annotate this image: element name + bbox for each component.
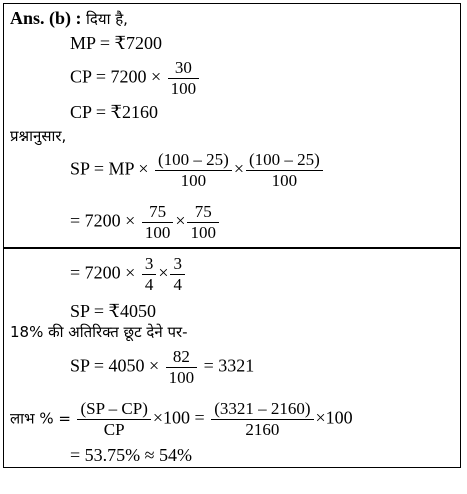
times-sign: × — [175, 210, 186, 231]
given-label: दिया है, — [86, 10, 128, 28]
eq-prefix: = 7200 × — [70, 262, 136, 283]
profit-fraction-1-denominator: CP — [103, 420, 125, 439]
eq-prefix: = 7200 × — [70, 210, 136, 231]
cp-equation — [70, 58, 201, 99]
eq-fraction-2 — [187, 202, 219, 243]
solution-block-2 — [3, 248, 461, 468]
sp-simplified-equation — [70, 202, 221, 243]
times-sign: × — [233, 158, 244, 179]
cp-fraction — [168, 58, 200, 99]
sp-fraction-1-numerator: (100 – 25) — [155, 150, 232, 171]
quarter-fraction-1 — [142, 254, 157, 295]
eq-fraction-2-denominator: 100 — [190, 223, 216, 242]
quarter-fraction-2-denominator: 4 — [173, 275, 182, 294]
profit-fraction-1-numerator: (SP – CP) — [77, 399, 150, 420]
profit-fraction-2 — [211, 399, 313, 440]
discount-line: 18% की अतिरिक्त छूट देने पर- — [10, 323, 188, 341]
sp-fraction-2-numerator: (100 – 25) — [246, 150, 323, 171]
sp2-equation — [70, 347, 254, 388]
profit-equation — [10, 399, 353, 440]
profit-fraction-2-denominator: 2160 — [245, 420, 280, 439]
quarter-fraction-1-denominator: 4 — [144, 275, 154, 294]
quarter-fraction-2-numerator: 3 — [170, 254, 185, 275]
sp2-fraction — [166, 347, 198, 388]
eq-fraction-1-numerator: 75 — [142, 202, 174, 223]
profit-mid: ×100 = — [152, 407, 205, 428]
mp-line: MP = ₹7200 — [70, 33, 162, 53]
eq-fraction-2-numerator: 75 — [187, 202, 219, 223]
sp-equation — [70, 150, 325, 191]
sp-fraction-2 — [246, 150, 323, 191]
cp-fraction-numerator: 30 — [168, 58, 200, 79]
final-answer: = 53.75% ≈ 54% — [70, 445, 193, 465]
eq-fraction-1-denominator: 100 — [144, 223, 171, 242]
sp-fraction-1 — [155, 150, 232, 191]
sp-prefix: SP = MP × — [70, 158, 149, 179]
sp2-result: = 3321 — [203, 355, 255, 376]
sp-fraction-2-denominator: 100 — [271, 171, 298, 190]
profit-fraction-2-numerator: (3321 – 2160) — [211, 399, 313, 420]
profit-end: ×100 — [315, 407, 353, 428]
sp2-fraction-numerator: 82 — [166, 347, 198, 368]
solution-block-1 — [3, 3, 461, 248]
per-question-label: प्रश्नानुसार, — [10, 127, 67, 145]
sp-result: SP = ₹4050 — [70, 301, 156, 321]
sp2-fraction-denominator: 100 — [168, 368, 195, 387]
cp-fraction-denominator: 100 — [170, 79, 197, 98]
eq-fraction-1 — [142, 202, 174, 243]
sp-fraction-1-denominator: 100 — [180, 171, 207, 190]
quarter-equation — [70, 254, 187, 295]
times-sign: × — [158, 262, 169, 283]
quarter-fraction-2 — [170, 254, 185, 295]
sp2-prefix: SP = 4050 × — [70, 355, 160, 376]
cp-result: CP = ₹2160 — [70, 102, 158, 122]
answer-heading — [10, 8, 128, 29]
cp-prefix: CP = 7200 × — [70, 66, 162, 87]
profit-prefix: लाभ % = — [10, 409, 71, 428]
quarter-fraction-1-numerator: 3 — [142, 254, 157, 275]
answer-label: Ans. (b) : — [10, 8, 82, 28]
profit-fraction-1 — [77, 399, 150, 440]
